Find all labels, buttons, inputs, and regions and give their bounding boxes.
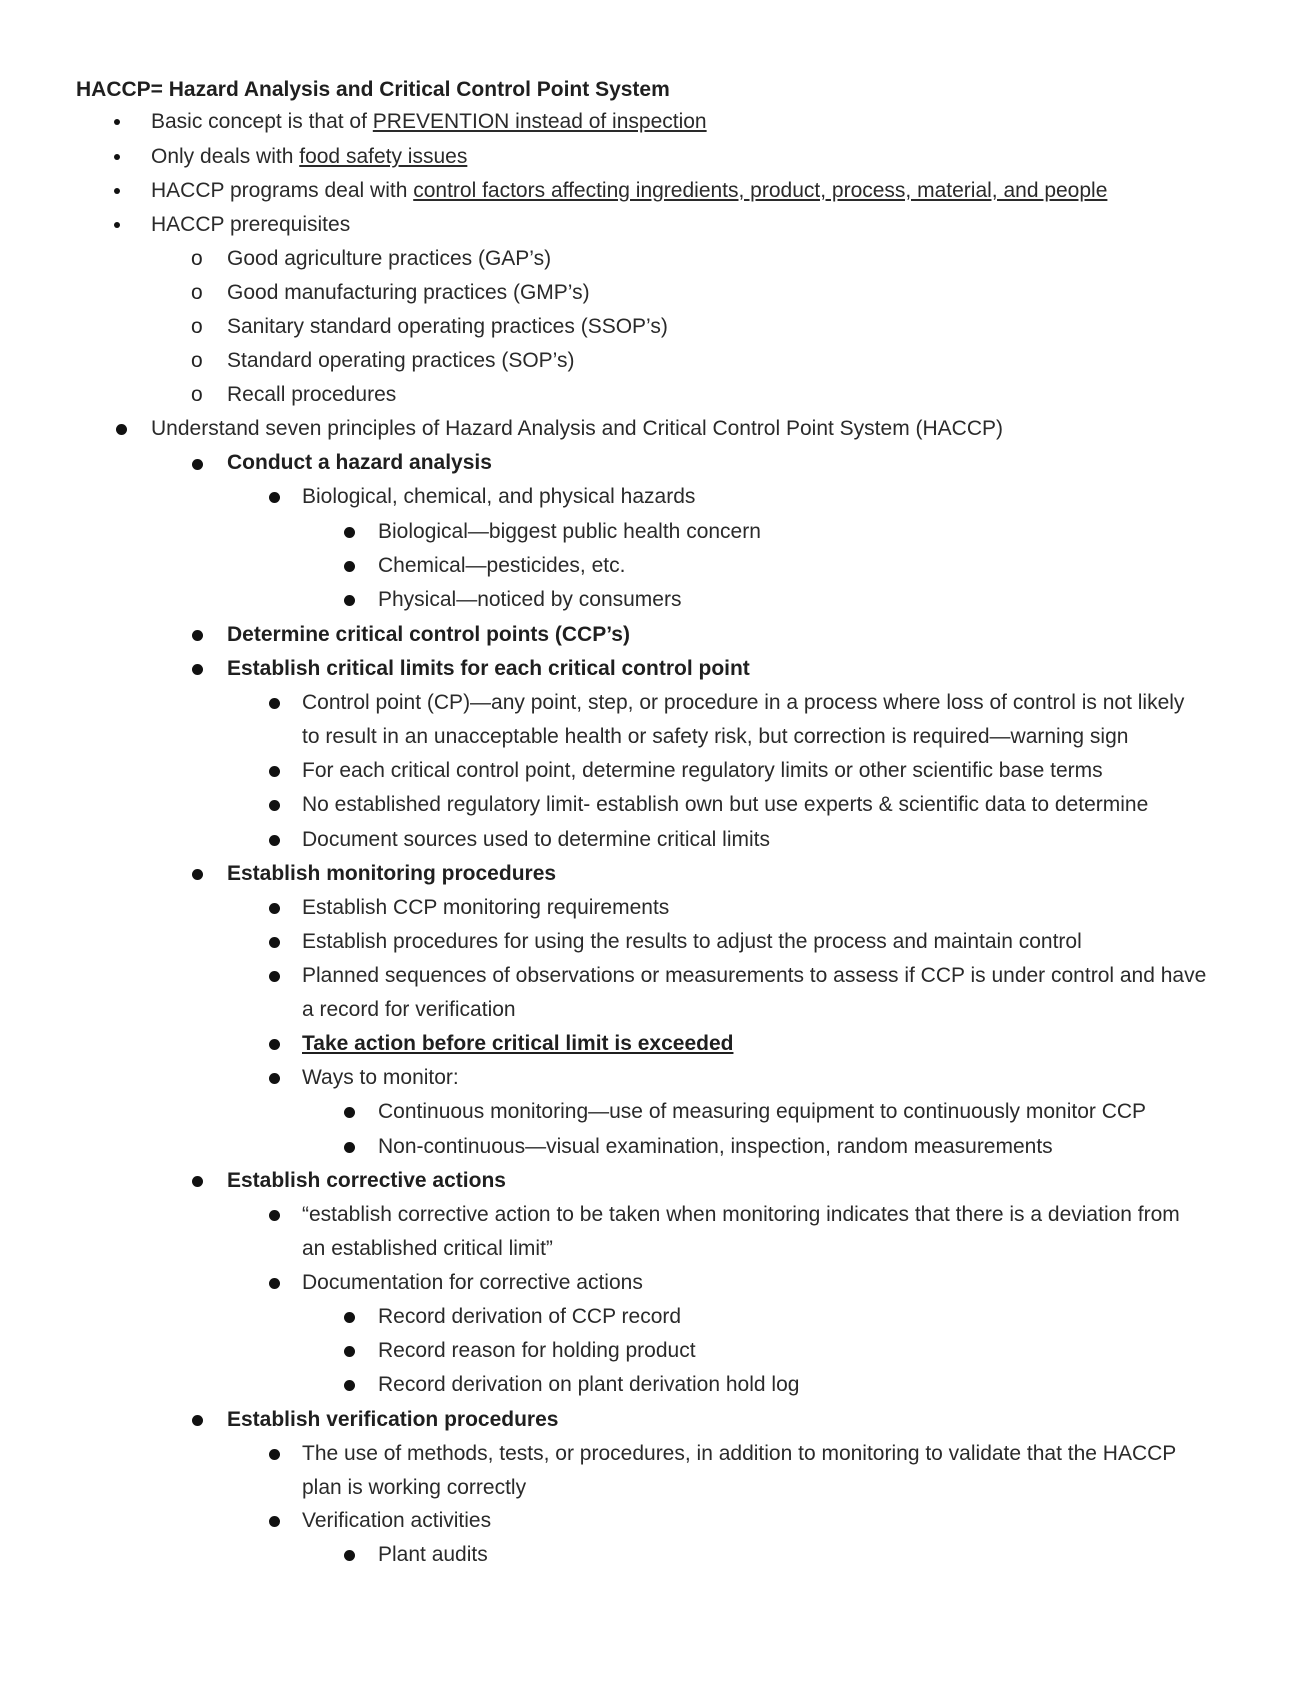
- circle-bullet-icon: o: [191, 349, 203, 372]
- intro-item-3-underlined: control factors affecting ingredients, product, process, material, and people: [413, 179, 1108, 202]
- bullet-icon: [192, 869, 203, 880]
- intro-item-1-text: Basic concept is that of: [151, 110, 373, 133]
- circle-bullet-icon: o: [191, 315, 203, 338]
- circle-bullet-icon: o: [191, 383, 203, 406]
- bullet-icon: [192, 664, 203, 675]
- bullet-icon: [269, 937, 280, 948]
- corrective-doc: Record reason for holding product: [378, 1339, 696, 1362]
- verification-activity: Plant audits: [378, 1543, 488, 1566]
- bullet-icon: [114, 188, 120, 194]
- corrective-item-cont: an established critical limit”: [302, 1237, 553, 1260]
- monitoring-item: Ways to monitor:: [302, 1066, 459, 1089]
- circle-bullet-icon: o: [191, 281, 203, 304]
- bullet-icon: [344, 1107, 355, 1118]
- intro-item-2-underlined: food safety issues: [299, 145, 468, 168]
- bullet-icon: [114, 222, 120, 228]
- monitor-way: Non-continuous—visual examination, inspection, random measurements: [378, 1135, 1053, 1158]
- intro-item-3: [151, 178, 1107, 204]
- corrective-doc: Record derivation of CCP record: [378, 1305, 682, 1328]
- bullet-icon: [269, 492, 280, 503]
- bullet-icon: [344, 1346, 355, 1357]
- hazard-item: Biological—biggest public health concern: [378, 520, 761, 543]
- prereq-item: Good manufacturing practices (GMP’s): [227, 281, 590, 304]
- circle-bullet-icon: o: [191, 247, 203, 270]
- bullet-icon: [344, 1312, 355, 1323]
- prereq-item: Good agriculture practices (GAP’s): [227, 247, 552, 270]
- principle-6: Establish verification procedures: [227, 1408, 559, 1431]
- bullet-icon: [269, 1073, 280, 1084]
- monitoring-item-emphasis: Take action before critical limit is exceeded: [302, 1032, 734, 1055]
- bullet-icon: [344, 595, 355, 606]
- verification-item: Verification activities: [302, 1509, 492, 1532]
- intro-item-4: HACCP prerequisites: [151, 213, 351, 236]
- bullet-icon: [269, 1449, 280, 1460]
- principle-5: Establish corrective actions: [227, 1169, 506, 1192]
- bullet-icon: [192, 630, 203, 641]
- monitoring-item: Establish procedures for using the results to adjust the process and maintain control: [302, 930, 1082, 953]
- principle-1-sub: Biological, chemical, and physical hazards: [302, 485, 696, 508]
- bullet-icon: [344, 1142, 355, 1153]
- bullet-icon: [269, 1210, 280, 1221]
- principle-4: Establish monitoring procedures: [227, 862, 557, 885]
- hazard-item: Chemical—pesticides, etc.: [378, 554, 626, 577]
- intro-item-1-underlined: PREVENTION instead of inspection: [372, 110, 707, 133]
- bullet-icon: [269, 766, 280, 777]
- limits-item: Control point (CP)—any point, step, or procedure in a process where loss of control is not likely: [302, 691, 1185, 714]
- intro-item-1: [151, 109, 707, 135]
- intro-item-2-text: Only deals with: [151, 145, 300, 168]
- bullet-icon: [269, 800, 280, 811]
- bullet-icon: [114, 154, 120, 160]
- bullet-icon: [269, 1278, 280, 1289]
- limits-item: For each critical control point, determine regulatory limits or other scientific base terms: [302, 759, 1103, 782]
- limits-item-cont: to result in an unacceptable health or safety risk, but correction is required—warning sign: [302, 725, 1129, 748]
- intro-item-2: [151, 144, 467, 170]
- monitoring-item: Establish CCP monitoring requirements: [302, 896, 670, 919]
- prereq-item: Standard operating practices (SOP’s): [227, 349, 575, 372]
- principle-3: Establish critical limits for each critical control point: [227, 657, 750, 680]
- prereq-item: Sanitary standard operating practices (SSOP’s): [227, 315, 668, 338]
- monitoring-item-cont: a record for verification: [302, 998, 516, 1021]
- bullet-icon: [344, 1550, 355, 1561]
- verification-item-cont: plan is working correctly: [302, 1476, 527, 1499]
- bullet-icon: [192, 1176, 203, 1187]
- page-title: HACCP= Hazard Analysis and Critical Control Point System: [76, 78, 670, 101]
- bullet-icon: [344, 561, 355, 572]
- bullet-icon: [269, 835, 280, 846]
- bullet-icon: [269, 903, 280, 914]
- intro-item-3-text: HACCP programs deal with: [151, 179, 414, 202]
- bullet-icon: [192, 459, 203, 470]
- hazard-item: Physical—noticed by consumers: [378, 588, 682, 611]
- monitoring-item: Planned sequences of observations or measurements to assess if CCP is under control and have: [302, 964, 1207, 987]
- prereq-item: Recall procedures: [227, 383, 397, 406]
- bullet-icon: [344, 527, 355, 538]
- bullet-icon: [192, 1415, 203, 1426]
- principle-1: Conduct a hazard analysis: [227, 451, 492, 474]
- bullet-icon: [344, 1380, 355, 1391]
- bullet-icon: [269, 971, 280, 982]
- bullet-icon: [269, 698, 280, 709]
- limits-item: No established regulatory limit- establish own but use experts & scientific data to determine: [302, 793, 1149, 816]
- corrective-doc: Record derivation on plant derivation hold log: [378, 1373, 800, 1396]
- corrective-item: “establish corrective action to be taken when monitoring indicates that there is a deviation from: [302, 1203, 1180, 1226]
- bullet-icon: [114, 119, 120, 125]
- bullet-icon: [116, 424, 127, 435]
- bullet-icon: [269, 1516, 280, 1527]
- verification-item: The use of methods, tests, or procedures, in addition to monitoring to validate that the HACCP: [302, 1442, 1177, 1465]
- corrective-item: Documentation for corrective actions: [302, 1271, 643, 1294]
- limits-item: Document sources used to determine critical limits: [302, 828, 771, 851]
- monitor-way: Continuous monitoring—use of measuring equipment to continuously monitor CCP: [378, 1100, 1147, 1123]
- principle-2: Determine critical control points (CCP’s): [227, 623, 630, 646]
- bullet-icon: [269, 1039, 280, 1050]
- principles-heading: Understand seven principles of Hazard Analysis and Critical Control Point System (HACCP): [151, 417, 1004, 440]
